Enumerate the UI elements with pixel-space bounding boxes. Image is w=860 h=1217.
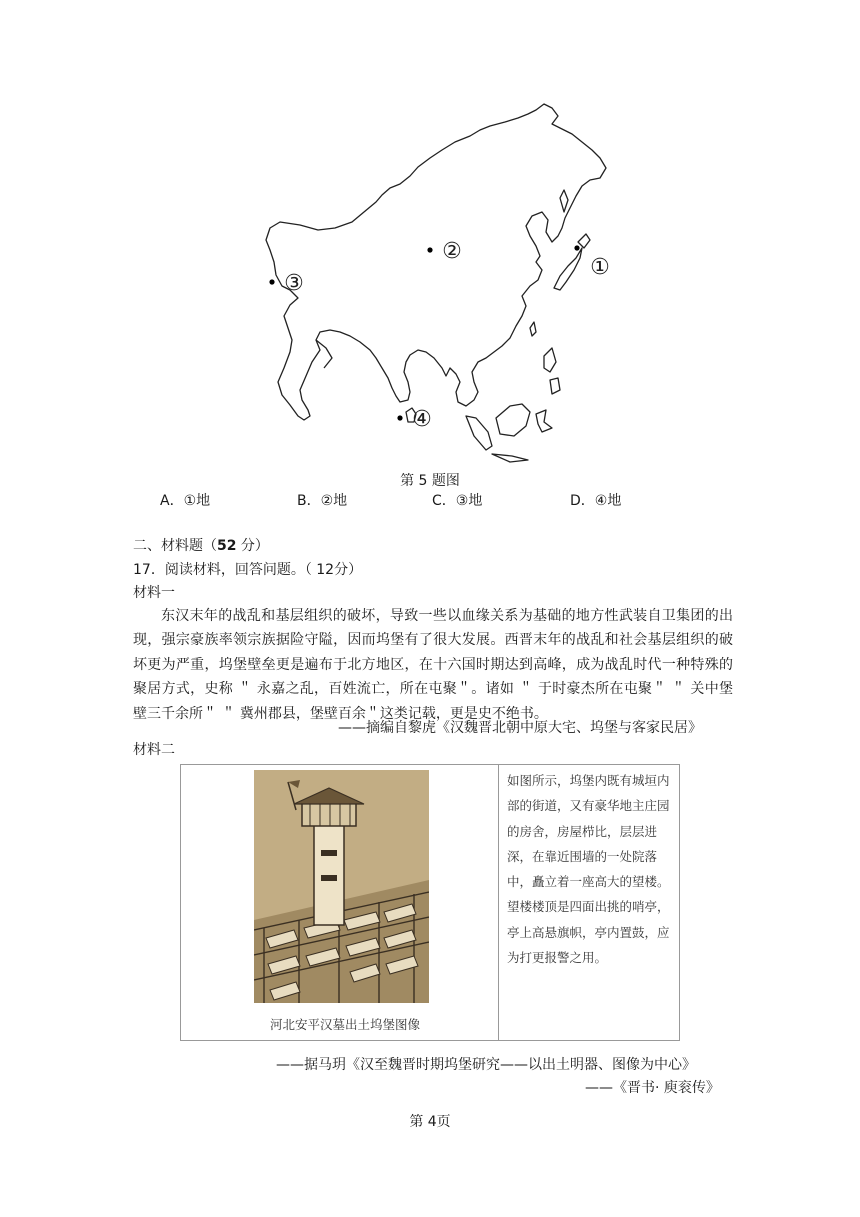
material-2-source-2: ——《晋书· 庾衮传》 [585,1080,720,1096]
japan-outline [554,248,582,290]
section-heading-score: 52 [217,538,237,554]
option-text: ①地 [183,493,211,509]
wubao-illustration [254,770,429,1003]
option-text: ②地 [320,493,348,509]
material-1-source: ——摘编自黎虎《汉魏晋北朝中原大宅、坞堡与客家民居》 [338,720,702,736]
figure-divider [498,764,499,1041]
option-b[interactable] [297,491,347,511]
marker-dot-2 [427,247,432,252]
option-d[interactable] [570,491,621,511]
option-c[interactable] [432,491,482,511]
asia-continent-outline [266,104,606,420]
material-2-description: 如图所示，坞堡内既有城垣内部的街道，又有豪华地主庄园的房舍，房屋栉比，层层进深，在靠近围墙的一处院落中，矗立着一座高大的望楼。望楼楼顶是四面出挑的哨亭，亭上高悬旗帜，亭内置鼓，应为打更报警之用。 [507,773,670,966]
borneo-outline [496,404,530,436]
option-letter: C． [432,493,456,509]
marker-dot-4 [397,415,402,420]
question-17-title: 17．阅读材料，回答问题。（ 12分） [133,562,363,578]
option-a[interactable] [160,491,210,511]
marker-label-2: ② [442,239,462,264]
material-1-text: 东汉末年的战乱和基层组织的破坏，导致一些以血缘关系为基础的地方性武装自卫集团的出现，强宗豪族率领宗族据险守隘，因而坞堡有了很大发展。西晋末年的战乱和社会基层组织的破坏更为严重，坞堡壁垒更是遍布于北方地区，在十六国时期达到高峰，成为战乱时代一种特殊的聚居方式，史称 ＂ 永嘉之乱，百姓流亡，所在屯聚＂。诸如 ＂ 于时豪杰所在屯聚＂ ＂ 关中堡壁三千余所＂ ＂ 冀州郡县，堡壁百余＂这类记载，更是史不绝书。 [133,608,733,722]
material-2-label: 材料二 [133,742,175,758]
material-1-label: 材料一 [133,585,175,601]
marker-label-3: ③ [284,271,304,296]
illustration-caption: 河北安平汉墓出土坞堡图像 [269,1017,420,1032]
map-caption: 第 5 题图 [400,473,460,489]
section-heading-prefix: 二、材料题（ [133,538,217,554]
section-heading-suffix: 分） [236,538,269,554]
page-number: 第 4页 [409,1114,451,1130]
option-letter: A． [160,493,184,509]
section-heading [133,536,269,556]
material-2-source-1: ——据马玥《汉至魏晋时期坞堡研究——以出土明器、图像为中心》 [276,1057,696,1073]
option-text: ④地 [594,493,622,509]
option-letter: D． [570,493,595,509]
material-1-paragraph [133,604,733,726]
asia-outline-map [260,100,610,465]
option-letter: B． [297,493,321,509]
marker-label-4: ④ [412,407,432,432]
marker-dot-1 [574,245,579,250]
marker-dot-3 [269,279,274,284]
option-text: ③地 [455,493,483,509]
marker-label-1: ① [590,255,610,280]
